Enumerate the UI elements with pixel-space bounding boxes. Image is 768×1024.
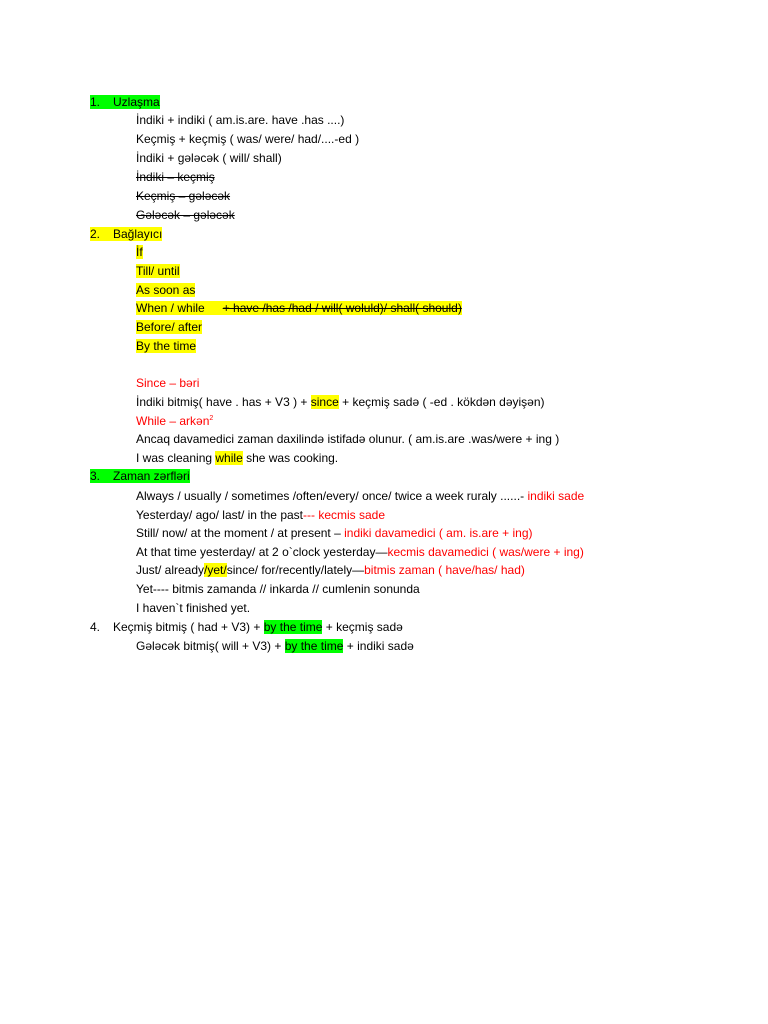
conjunction-till: [136, 262, 180, 280]
conjunction-till-text: Till/ until: [136, 264, 180, 278]
adverbs-line-3-text: Still/ now/ at the moment / at present –: [136, 526, 345, 540]
adverbs-line-4-tense: kecmis davamedici ( was/were + ing): [387, 545, 584, 559]
while-example: [136, 449, 338, 467]
section-1-heading: [90, 93, 160, 111]
adverbs-line-4-text: At that time yesterday/ at 2 o`clock yesterday—: [136, 545, 388, 559]
adverbs-line-1-tense: indiki sade: [527, 489, 585, 503]
section-4-line-1-suffix: + keçmiş sadə: [322, 620, 403, 634]
conjunction-before-after: [136, 318, 202, 336]
section-4-number: 4.: [90, 620, 101, 634]
while-example-prefix: I was cleaning: [136, 451, 216, 465]
section-2-title: Bağlayıcı: [113, 227, 163, 241]
adverbs-line-3-tense: indiki davamedici ( am. is.are + ing): [344, 526, 533, 540]
section-1-line-2: Keçmiş + keçmiş ( was/ were/ had/....-ed ): [136, 132, 360, 146]
conjunction-by-the-time: [136, 337, 196, 355]
section-3-title: Zaman zərfləri: [113, 469, 190, 483]
since-rule-prefix: İndiki bitmiş( have . has + V3 ) +: [136, 395, 311, 409]
conjunction-if-text: İf: [136, 245, 143, 259]
section-4-line-2-highlight: by the time: [284, 639, 344, 653]
since-label: Since – bəri: [136, 376, 200, 390]
section-4-line-2: [136, 637, 414, 655]
since-rule-suffix: + keçmiş sadə ( -ed . kökdən dəyişən): [338, 395, 545, 409]
section-3-heading: [90, 467, 190, 485]
since-word: since: [310, 395, 339, 409]
section-1-line-1: İndiki + indiki ( am.is.are. have .has ....): [136, 113, 345, 127]
adverbs-line-5: [136, 561, 525, 579]
section-4-line-1-prefix: Keçmiş bitmiş ( had + V3) +: [113, 620, 264, 634]
adverbs-line-5-highlight: /yet/: [204, 563, 227, 577]
adverbs-line-4: [136, 543, 584, 561]
adverbs-line-6: Yet---- bitmis zamanda // inkarda // cumlenin sonunda: [136, 582, 420, 596]
section-1-struck-line-3: Gələcək – gələcək: [136, 208, 235, 222]
while-label-superscript: 2: [209, 415, 214, 422]
adverbs-line-5-prefix: Just/ already: [136, 563, 205, 577]
while-example-suffix: she was cooking.: [242, 451, 339, 465]
adverbs-line-1: [136, 487, 584, 505]
section-1-line-3: İndiki + gələcək ( will/ shall): [136, 151, 282, 165]
section-2-heading: [90, 225, 162, 243]
section-1-number: 1.: [90, 95, 101, 109]
section-1-struck-line-1: İndiki – keçmiş: [136, 170, 215, 184]
adverbs-line-3: [136, 524, 533, 542]
section-3-number: 3.: [90, 469, 101, 483]
conjunction-before-after-text: Before/ after: [136, 320, 203, 334]
adverbs-line-7: I haven`t finished yet.: [136, 601, 251, 615]
conjunction-when-while-text: When / while: [136, 301, 205, 315]
since-rule: [136, 393, 545, 411]
while-rule: Ancaq davamedici zaman daxilində istifadə olunur. ( am.is.are .was/were + ing ): [136, 432, 560, 446]
adverbs-line-5-tense: bitmis zaman ( have/has/ had): [364, 563, 525, 577]
while-label: [136, 412, 213, 430]
section-2-heading-highlight: [90, 227, 162, 241]
conjunction-as-soon-as: [136, 281, 195, 299]
conjunction-by-the-time-text: By the time: [136, 339, 197, 353]
adverbs-line-2-tense: --- kecmis sade: [303, 508, 386, 522]
section-1-heading-highlight: [90, 95, 160, 109]
adverbs-line-2-text: Yesterday/ ago/ last/ in the past: [136, 508, 303, 522]
section-4-line-2-prefix: Gələcək bitmiş( will + V3) +: [136, 639, 285, 653]
section-4-line-2-suffix: + indiki sadə: [343, 639, 414, 653]
adverbs-line-1-text: Always / usually / sometimes /often/every/ once/ twice a week ruraly ......-: [136, 489, 528, 503]
conjunction-when-while-highlight: [136, 301, 462, 315]
conjunction-if: [136, 243, 143, 261]
while-example-word: while: [215, 451, 243, 465]
section-4-line-1: [90, 618, 403, 636]
when-while-struck-note: + have /has /had / will( woluld)/ shall( should): [222, 301, 462, 315]
adverbs-line-5-suffix: since/ for/recently/lately—: [226, 563, 365, 577]
section-1-title: Uzlaşma: [113, 95, 160, 109]
section-2-number: 2.: [90, 227, 101, 241]
adverbs-line-2: [136, 506, 385, 524]
section-1-struck-line-2: Keçmiş – gələcək: [136, 189, 231, 203]
section-3-heading-highlight: [90, 469, 190, 483]
section-4-line-1-highlight: by the time: [263, 620, 323, 634]
conjunction-when-while: [136, 299, 462, 317]
conjunction-as-soon-as-text: As soon as: [136, 283, 196, 297]
while-label-text: While – arkən: [136, 414, 210, 428]
